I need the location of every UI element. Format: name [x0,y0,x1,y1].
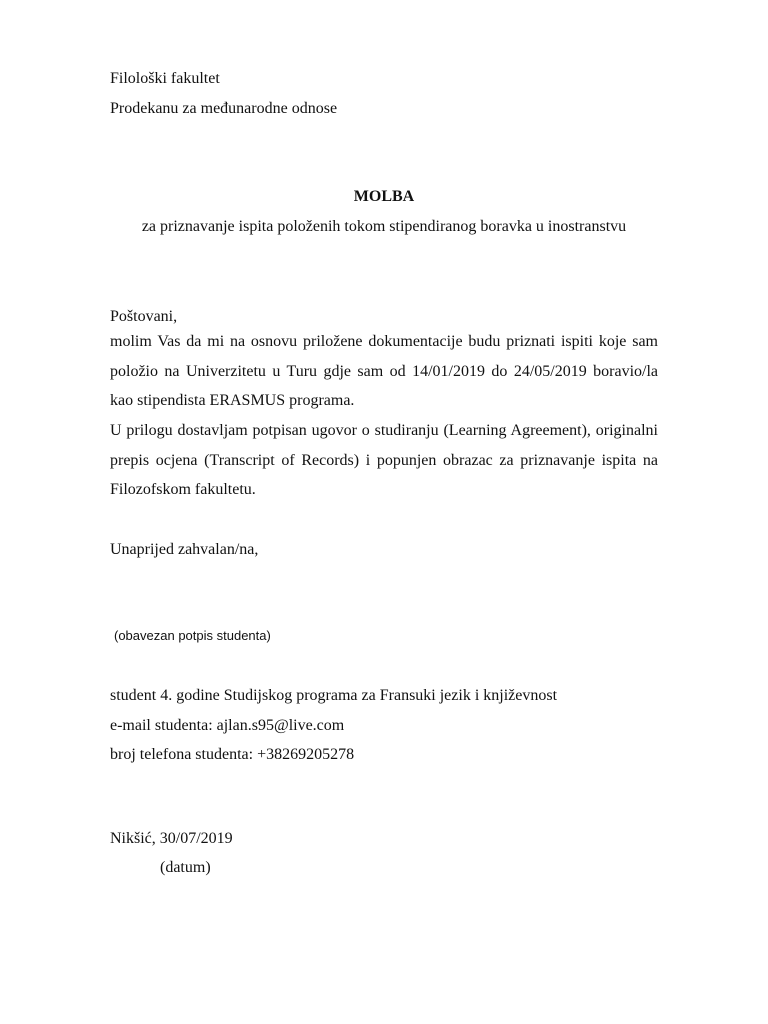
student-info [110,681,557,770]
student-phone: broj telefona studenta: +38269205278 [110,746,355,763]
date-label: (datum) [160,859,211,876]
recipient-line: Prodekanu za međunarodne odnose [110,100,338,117]
body-paragraph-1: molim Vas da mi na osnovu priložene dokumentacije budu priznati ispiti koje sam položio na Univerzitetu u Turu gdje sam od 14/01/2019 do 24/05/2019 boravio/la kao stipendista ERASMUS programa. [110,333,658,409]
closing-line: Unaprijed zahvalan/na, [110,541,259,558]
student-email: e-mail studenta: ajlan.s95@live.com [110,716,345,734]
document-subtitle: za priznavanje ispita položenih tokom stipendiranog boravka u inostranstvu [141,218,627,235]
institution-name: Filološki fakultet [110,70,220,87]
body-paragraph-2: U prilogu dostavljam potpisan ugovor o studiranju (Learning Agreement), originalni prepis ocjena (Transcript of Records) i popunjen obrazac za priznavanje ispita na Filozofskom fakultetu. [110,422,658,498]
place-date: Nikšić, 30/07/2019 [110,830,233,847]
signature-note: (obavezan potpis studenta) [114,628,271,643]
document-title: MOLBA [353,188,415,205]
student-program: student 4. godine Studijskog programa za Fransuki jezik i književnost [110,687,558,704]
greeting: Poštovani, [110,308,178,325]
